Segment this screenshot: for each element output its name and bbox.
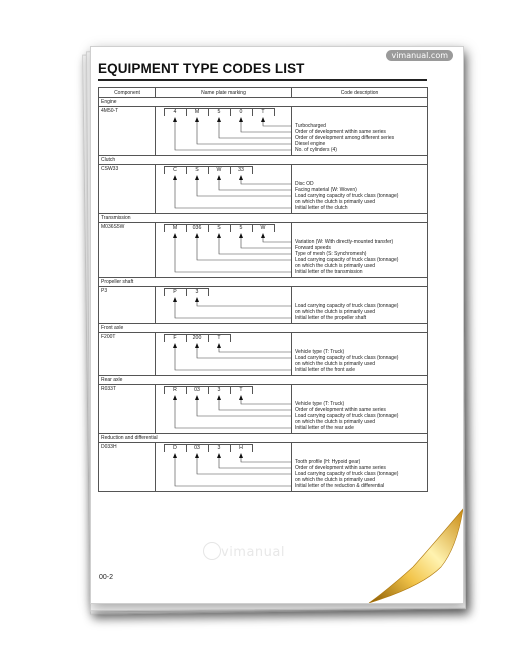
- description-line: Initial letter of the clutch: [295, 205, 348, 211]
- description-line: on which the clutch is primarily used: [295, 419, 376, 425]
- leader-line: [241, 397, 292, 404]
- mark-box: S: [195, 167, 199, 173]
- leader-line: [263, 119, 292, 126]
- mark-box: 0: [239, 109, 243, 115]
- description-line: No. of cylinders (4): [295, 147, 337, 153]
- description-line: Load carrying capacity of truck class (tonnage): [295, 471, 399, 477]
- arrow-up-icon: [173, 395, 177, 400]
- arrow-up-icon: [217, 233, 221, 238]
- category-label: Engine: [99, 98, 428, 107]
- leader-line: [219, 345, 292, 352]
- component-code: R033T: [99, 385, 156, 434]
- watermark: vimanual: [221, 545, 285, 560]
- category-row: [99, 376, 428, 385]
- table-body: [99, 98, 428, 492]
- category-row: [99, 324, 428, 333]
- description-line: Initial letter of the front axle: [295, 367, 356, 373]
- description-line: Initial letter of the transmission: [295, 269, 363, 275]
- arrow-up-icon: [195, 297, 199, 302]
- mark-box: 4: [173, 109, 177, 115]
- description-line: on which the clutch is primarily used: [295, 263, 376, 269]
- description-list: [295, 303, 425, 321]
- leader-line: [219, 119, 292, 138]
- category-label: Transmission: [99, 214, 428, 223]
- column-header-component: Component: [99, 88, 156, 98]
- leader-line: [175, 345, 292, 370]
- mark-box: 5: [239, 225, 243, 231]
- description-line: Load carrying capacity of truck class (tonnage): [295, 413, 399, 419]
- code-description: [292, 223, 428, 278]
- arrow-up-icon: [173, 343, 177, 348]
- category-row: [99, 98, 428, 107]
- watermark-logo-icon: [203, 542, 221, 560]
- leader-line: [219, 455, 292, 468]
- table-row: [99, 385, 428, 434]
- mark-box: C: [173, 167, 177, 173]
- description-line: Order of development within same series: [295, 407, 386, 413]
- arrow-up-icon: [217, 175, 221, 180]
- mark-box: 33: [238, 167, 244, 173]
- code-description: [292, 385, 428, 434]
- mark-box: T: [239, 387, 243, 393]
- arrow-up-icon: [173, 453, 177, 458]
- page-title: EQUIPMENT TYPE CODES LIST: [98, 61, 305, 76]
- mark-box: 3: [195, 289, 199, 295]
- leader-line: [197, 455, 292, 474]
- mark-box: 036: [192, 225, 202, 231]
- component-code: 4M50-T: [99, 107, 156, 156]
- name-plate-marking: [156, 107, 292, 156]
- leader-line: [197, 177, 292, 196]
- category-label: Rear axle: [99, 376, 428, 385]
- column-header-name-plate-marking: Name plate marking: [156, 88, 292, 98]
- leader-line: [219, 397, 292, 410]
- leader-line: [175, 299, 292, 318]
- arrow-up-icon: [261, 117, 265, 122]
- description-list: [295, 123, 425, 153]
- mark-box: W: [260, 225, 266, 231]
- document-page: [90, 46, 464, 604]
- name-plate-marking: [156, 385, 292, 434]
- column-header-code-description: Code description: [292, 88, 428, 98]
- leader-line: [241, 455, 292, 462]
- description-line: Load carrying capacity of truck class (tonnage): [295, 257, 399, 263]
- arrow-up-icon: [195, 233, 199, 238]
- leader-line: [241, 235, 292, 248]
- marking-leader-lines: [156, 385, 292, 433]
- leader-line: [175, 397, 292, 428]
- title-rule: [98, 79, 427, 81]
- arrow-up-icon: [239, 117, 243, 122]
- description-line: Load carrying capacity of truck class (tonnage): [295, 193, 399, 199]
- code-description: [292, 333, 428, 376]
- marking-leader-lines: [156, 223, 292, 277]
- mark-box: 03: [194, 387, 200, 393]
- site-badge: vimanual.com: [386, 50, 453, 61]
- category-label: Clutch: [99, 156, 428, 165]
- category-label: Reduction and differential: [99, 434, 428, 443]
- leader-line: [175, 119, 292, 150]
- description-line: Variation (W: With directly-mounted transfer): [295, 239, 394, 245]
- code-description: [292, 165, 428, 214]
- component-code: P3: [99, 287, 156, 324]
- code-description: [292, 287, 428, 324]
- mark-box: M: [172, 225, 178, 231]
- arrow-up-icon: [217, 395, 221, 400]
- description-list: [295, 239, 425, 275]
- component-code: CSW33: [99, 165, 156, 214]
- leader-line: [175, 455, 292, 486]
- arrow-up-icon: [239, 175, 243, 180]
- table-row: [99, 107, 428, 156]
- mark-box: 5: [217, 109, 221, 115]
- description-line: Tooth profile (H: Hypoid gear): [295, 459, 361, 465]
- description-line: Facing material (W: Woven): [295, 187, 357, 193]
- description-list: [295, 459, 425, 489]
- component-code: M036S5W: [99, 223, 156, 278]
- category-row: [99, 156, 428, 165]
- component-code: F200T: [99, 333, 156, 376]
- arrow-up-icon: [173, 233, 177, 238]
- name-plate-marking: [156, 287, 292, 324]
- description-line: on which the clutch is primarily used: [295, 309, 376, 315]
- category-row: [99, 278, 428, 287]
- name-plate-marking: [156, 443, 292, 492]
- arrow-up-icon: [239, 395, 243, 400]
- description-list: [295, 349, 425, 373]
- description-line: Initial letter of the rear axle: [295, 425, 354, 431]
- arrow-up-icon: [217, 117, 221, 122]
- description-list: [295, 401, 425, 431]
- leader-line: [219, 235, 292, 254]
- leader-line: [197, 119, 292, 144]
- arrow-up-icon: [239, 453, 243, 458]
- table-row: [99, 443, 428, 492]
- mark-box: T: [217, 335, 221, 341]
- arrow-up-icon: [239, 233, 243, 238]
- name-plate-marking: [156, 333, 292, 376]
- description-list: [295, 181, 425, 211]
- description-line: Disc OD: [295, 181, 314, 187]
- arrow-up-icon: [195, 117, 199, 122]
- description-line: Order of development among different series: [295, 135, 395, 141]
- category-row: [99, 214, 428, 223]
- description-line: on which the clutch is primarily used: [295, 477, 376, 483]
- table-row: [99, 223, 428, 278]
- category-label: Propeller shaft: [99, 278, 428, 287]
- leader-line: [241, 119, 292, 132]
- mark-box: 200: [192, 335, 202, 341]
- arrow-up-icon: [195, 395, 199, 400]
- leader-line: [241, 177, 292, 184]
- leader-line: [175, 235, 292, 272]
- description-line: Load carrying capacity of truck class (tonnage): [295, 303, 399, 309]
- table-row: [99, 333, 428, 376]
- category-row: [99, 434, 428, 443]
- arrow-up-icon: [261, 233, 265, 238]
- description-line: Type of mesh (S: Synchromesh): [295, 251, 367, 257]
- description-line: Order of development within same series: [295, 129, 386, 135]
- mark-box: F: [173, 335, 177, 341]
- arrow-up-icon: [173, 297, 177, 302]
- equipment-codes-table: [98, 87, 428, 492]
- mark-box: P: [173, 289, 177, 295]
- table-row: [99, 287, 428, 324]
- mark-box: 3: [217, 445, 221, 451]
- leader-line: [219, 177, 292, 190]
- arrow-up-icon: [195, 175, 199, 180]
- leader-line: [197, 299, 292, 306]
- category-label: Front axle: [99, 324, 428, 333]
- description-line: Diesel engine: [295, 141, 326, 147]
- table-header-row: [99, 88, 428, 98]
- description-line: on which the clutch is primarily used: [295, 199, 376, 205]
- mark-box: D: [173, 445, 177, 451]
- leader-line: [197, 235, 292, 260]
- marking-leader-lines: [156, 165, 292, 213]
- marking-leader-lines: [156, 443, 292, 491]
- description-line: Initial letter of the reduction & differential: [295, 483, 385, 489]
- mark-box: M: [194, 109, 200, 115]
- marking-leader-lines: [156, 333, 292, 375]
- marking-leader-lines: [156, 107, 292, 155]
- name-plate-marking: [156, 223, 292, 278]
- mark-box: T: [261, 109, 265, 115]
- mark-box: 03: [194, 445, 200, 451]
- code-description: [292, 443, 428, 492]
- mark-box: S: [217, 225, 221, 231]
- mark-box: W: [216, 167, 222, 173]
- mark-box: 3: [217, 387, 221, 393]
- page-number: 00-2: [99, 574, 114, 581]
- leader-line: [197, 345, 292, 358]
- description-line: Vehicle type (T: Truck): [295, 401, 345, 407]
- description-line: Forward speeds: [295, 245, 331, 251]
- mark-box: H: [239, 445, 243, 451]
- description-line: on which the clutch is primarily used: [295, 361, 376, 367]
- arrow-up-icon: [217, 343, 221, 348]
- mark-box: R: [173, 387, 177, 393]
- arrow-up-icon: [173, 175, 177, 180]
- description-line: Initial letter of the propeller shaft: [295, 315, 367, 321]
- name-plate-marking: [156, 165, 292, 214]
- arrow-up-icon: [195, 343, 199, 348]
- code-description: [292, 107, 428, 156]
- arrow-up-icon: [173, 117, 177, 122]
- description-line: Load carrying capacity of truck class (tonnage): [295, 355, 399, 361]
- description-line: Turbocharged: [295, 123, 326, 129]
- description-line: Vehicle type (T: Truck): [295, 349, 345, 355]
- arrow-up-icon: [217, 453, 221, 458]
- leader-line: [197, 397, 292, 416]
- description-line: Order of development within same series: [295, 465, 386, 471]
- leader-line: [263, 235, 292, 242]
- arrow-up-icon: [195, 453, 199, 458]
- table-row: [99, 165, 428, 214]
- leader-line: [175, 177, 292, 208]
- component-code: D033H: [99, 443, 156, 492]
- marking-leader-lines: [156, 287, 292, 323]
